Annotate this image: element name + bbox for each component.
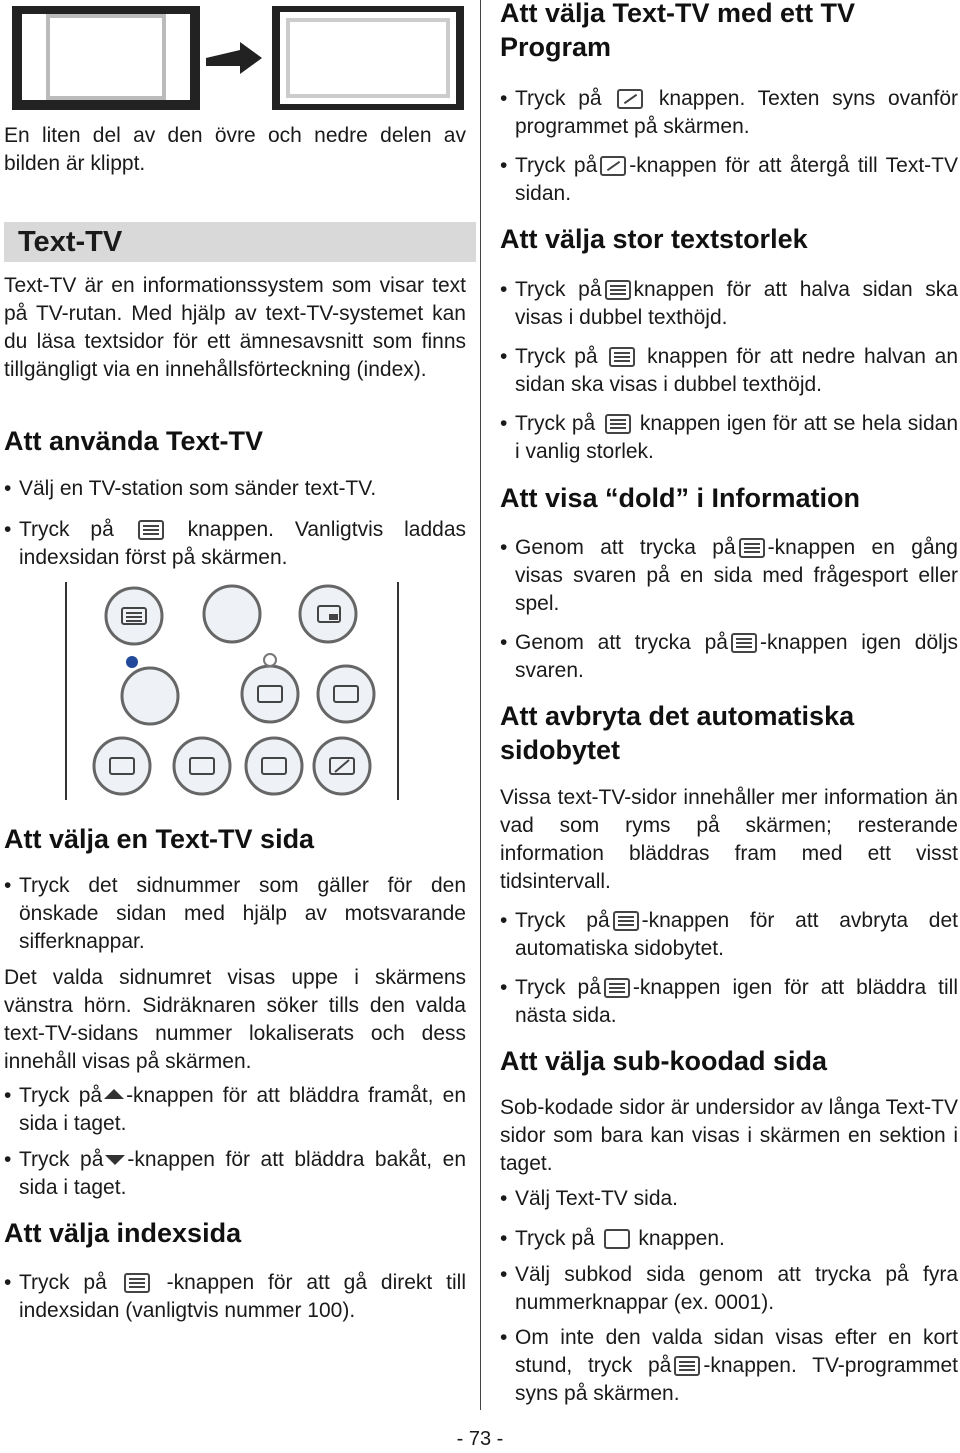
bullet-text: Genom att trycka på: [515, 631, 728, 654]
bullet-enter-subcode: • Välj subkod sida genom att trycka på fyra nummerknappar (ex. 0001).: [500, 1261, 958, 1317]
bullet-text: Tryck på: [515, 87, 602, 110]
bullet-text: knappen för att halva sidan ska visas i dubbel texthöjd.: [515, 278, 958, 329]
up-arrow-icon: [104, 1089, 124, 1099]
bullet-hold-resume: [500, 974, 958, 1030]
size-button-icon: [605, 280, 631, 300]
bullet-text: knappen igen för att se hela sidan i vanlig storlek.: [515, 412, 958, 463]
bullet-text: -knappen en gång visas svaren på en sida med frågesport eller spel.: [515, 536, 958, 615]
bullet-text: -knappen för att avbryta det automatiska sidobytet.: [515, 909, 958, 960]
page-number-explanation: Det valda sidnumret visas uppe i skärmens vänstra hörn. Sidräknaren söker tills den valda text-TV-sidans nummer lokaliserats och dess innehåll visas på skärmen.: [4, 966, 466, 1073]
bullet-text: Tryck på: [515, 278, 602, 301]
bullet-text: knappen.: [638, 1227, 725, 1250]
hold-button-icon: [613, 911, 639, 931]
page-number: - 73 -: [456, 1428, 504, 1450]
bullet-text: Tryck på: [515, 976, 601, 999]
bullet-subcode-tv: [500, 1324, 958, 1408]
bullet-mix-button: [500, 85, 958, 141]
bullet-text: Tryck på: [515, 1227, 595, 1250]
reveal-button-icon: [731, 633, 757, 653]
text-tv-description: Text-TV är en informationssystem som visar text på TV-rutan. Med hjälp av text-TV-systemet kan du läsa textsidor för ett ämnesavsnitt som finns tillgängligt via en innehållsförteckning (index).: [4, 274, 466, 381]
down-arrow-icon: [105, 1155, 125, 1165]
index-button-icon: [124, 1273, 150, 1293]
heading-large-text: Att välja stor textstorlek: [500, 224, 808, 254]
bullet-text: knappen. Vanligtvis laddas indexsidan först på skärmen.: [19, 518, 467, 569]
bullet-text: Om inte den valda sidan visas efter en kort stund, tryck på: [515, 1326, 958, 1377]
bullet-reveal-show: [500, 534, 958, 618]
bullet-reveal-hide: [500, 629, 958, 685]
bullet-text: -knappen igen döljs svaren.: [515, 631, 958, 682]
heading-use-text-tv: Att använda Text-TV: [4, 426, 264, 456]
bullet-size-bottom: [500, 343, 958, 399]
heading-select-page: Att välja en Text-TV sida: [4, 824, 315, 854]
bullet-text: Tryck på: [19, 1084, 103, 1107]
reveal-button-icon: [739, 538, 765, 558]
bullet-text: Tryck på: [19, 1148, 104, 1171]
bullet-size-top: [500, 276, 958, 332]
bullet-text: -knappen. TV-programmet syns på skärmen.: [515, 1354, 959, 1405]
section-banner-text-tv: Text-TV: [4, 222, 476, 262]
heading-select-index: Att välja indexsida: [4, 1218, 242, 1248]
hold-explanation: Vissa text-TV-sidor innehåller mer information än vad som ryms på skärmen; resterande information bläddras fram med ett visst tidsintervall.: [500, 786, 958, 893]
heading-hold: Att avbryta det automatiska sidobytet: [500, 701, 855, 765]
bullet-text: -knappen för att gå direkt till indexsidan (vanligtvis nummer 100).: [19, 1271, 466, 1322]
bullet-page-forward: [4, 1082, 466, 1138]
mix-button-icon: [617, 89, 643, 109]
tv-button-icon: [674, 1356, 700, 1376]
bullet-hold-stop: [500, 907, 958, 963]
bullet-page-back: [4, 1146, 466, 1202]
subcode-explanation: Sob-kodade sidor är undersidor av långa Text-TV sidor som bara kan visas i skärmen en sektion i taget.: [500, 1096, 958, 1175]
bullet-text: -knappen igen för att bläddra till nästa sida.: [515, 976, 959, 1027]
mix-button-icon: [600, 156, 626, 176]
subcode-button-icon: [604, 1229, 630, 1249]
bullet-index-button: [4, 1269, 466, 1325]
bullet-size-normal: [500, 410, 958, 466]
bullet-text: Tryck på: [515, 412, 596, 435]
bullet-select-station: • Välj en TV-station som sänder text-TV.: [4, 475, 466, 503]
bullet-subcode-button: [500, 1225, 958, 1253]
bullet-text: Tryck på: [515, 154, 598, 177]
heading-reveal: Att visa “dold” i Information: [500, 483, 861, 513]
size-button-icon: [609, 347, 635, 367]
bullet-text: -knappen för att återgå till Text-TV sidan.: [515, 154, 959, 205]
bullet-enter-page-number: • Tryck det sidnummer som gäller för den önskade sidan med hjälp av motsvarande sifferknappar.: [4, 872, 466, 956]
bullet-mix-return: [500, 152, 958, 208]
aspect-ratio-illustration: [10, 4, 470, 116]
heading-subcode: Att välja sub-koodad sida: [500, 1046, 828, 1076]
bullet-select-page: • Välj Text-TV sida.: [500, 1185, 958, 1213]
remote-control-illustration: [62, 582, 402, 807]
intro-text: En liten del av den övre och nedre delen av bilden är klippt.: [4, 124, 466, 175]
bullet-text: Tryck på: [19, 518, 114, 541]
bullet-text: knappen för att nedre halvan an sidan ska visas i dubbel texthöjd.: [515, 345, 959, 396]
bullet-text: -knappen för att bläddra bakåt, en sida i taget.: [19, 1148, 467, 1199]
heading-text-with-program: Att välja Text-TV med ett TV Program: [500, 0, 856, 62]
hold-button-icon: [604, 978, 630, 998]
bullet-text: Genom att trycka på: [515, 536, 736, 559]
bullet-text: Tryck på: [515, 909, 610, 932]
bullet-text: Tryck på: [19, 1271, 107, 1294]
bullet-press-text-button: [4, 516, 466, 572]
size-button-icon: [605, 414, 631, 434]
bullet-text: -knappen för att bläddra framåt, en sida i taget.: [19, 1084, 467, 1135]
column-divider: [480, 0, 481, 1410]
bullet-text: knappen. Texten syns ovanför programmet på skärmen.: [515, 87, 959, 138]
bullet-text: Tryck på: [515, 345, 598, 368]
text-button-icon: [138, 520, 164, 540]
